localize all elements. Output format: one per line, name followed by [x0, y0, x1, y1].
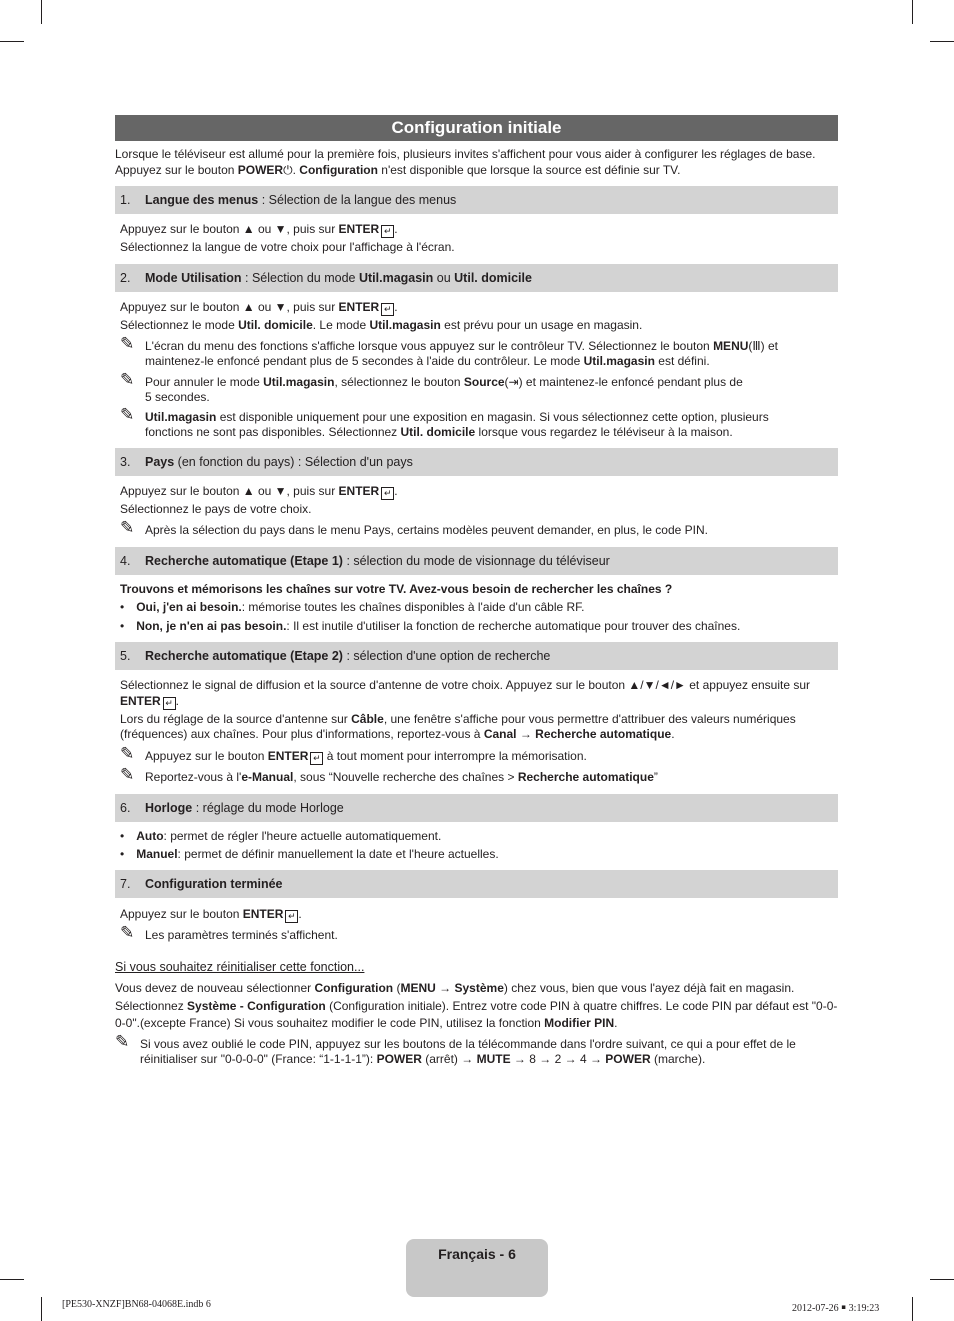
bold: Système - Configuration — [187, 999, 326, 1013]
text: ( — [393, 981, 401, 995]
text: Vous devez de nouveau sélectionner — [115, 981, 315, 995]
footer-timestamp: 2012-07-26 ￭ 3:19:23 — [792, 1303, 880, 1314]
bold: MUTE — [476, 1052, 511, 1066]
note-pencil-icon: ✎ — [120, 405, 135, 424]
power-label: POWER — [237, 163, 284, 177]
section-title-rest: : sélection du mode de visionnage du téléviseur — [342, 554, 610, 568]
bold: POWER — [376, 1052, 422, 1066]
note-line: Après la sélection du pays dans le menu Pays, certains modèles peuvent demander, en plus, le code PIN. — [145, 523, 708, 537]
note-line — [145, 425, 769, 440]
intro-line-1: Lorsque le téléviseur est allumé pour la première fois, plusieurs invites s'affichent pour vous aider à configurer les réglages de base. — [115, 147, 816, 161]
intro-text: n'est disponible que lorsque la source est définie sur TV. — [377, 163, 681, 177]
text: : permet de définir manuellement la date et l'heure actuelles. — [177, 847, 499, 861]
note-pencil-icon: ✎ — [120, 334, 135, 353]
note-pencil-icon: ✎ — [120, 744, 135, 763]
note-line: 5 secondes. — [145, 390, 210, 404]
text: fonctions ne sont pas disponibles. Sélectionnez — [145, 425, 401, 439]
section-header-4 — [115, 547, 838, 575]
note-s7-1 — [120, 923, 338, 943]
section-title-bold: Mode Utilisation — [145, 271, 242, 285]
section-number: 1. — [120, 193, 131, 207]
text: Sélectionnez le mode — [120, 318, 239, 332]
section-title — [145, 448, 413, 476]
crop-mark — [930, 41, 954, 42]
bold: Util.magasin — [145, 410, 217, 424]
bold: Canal — [483, 727, 517, 741]
intro-line-2 — [115, 163, 680, 178]
text: , sous “Nouvelle recherche des chaînes > — [293, 770, 518, 784]
bold: e-Manual — [241, 770, 294, 784]
section-title-rest: : Sélection de la langue des menus — [258, 193, 457, 207]
section-header-6 — [115, 794, 838, 822]
note-line — [145, 749, 587, 765]
reset-heading: Si vous souhaitez réinitialiser cette fonction... — [115, 960, 365, 974]
section-title-bold: Horloge — [145, 801, 193, 815]
text: . Le mode — [312, 318, 370, 332]
section-header-1 — [115, 186, 838, 214]
bold: Configuration — [314, 981, 394, 995]
text: (arrêt) → — [421, 1052, 477, 1066]
note-line — [145, 375, 743, 390]
reset-line-1 — [115, 981, 794, 996]
section-header-5 — [115, 642, 838, 670]
crop-mark — [912, 1297, 913, 1321]
s1-line-1 — [120, 222, 398, 238]
text: . — [671, 727, 675, 741]
crop-mark — [41, 0, 42, 24]
enter-label: ENTER — [267, 749, 309, 763]
s7-line-1: Appuyez sur le bouton ENTER ↵ . — [120, 907, 302, 921]
text: (⇥) et maintenez-le enfoncé pendant plus de — [504, 375, 743, 389]
note-line — [145, 339, 778, 354]
bold: Auto — [136, 829, 164, 843]
text: → 8 → 2 → 4 → — [510, 1052, 606, 1066]
text: Appuyez sur le bouton — [145, 749, 268, 763]
enter-label: ENTER — [338, 222, 380, 236]
section-header-2 — [115, 264, 838, 292]
list-item — [120, 619, 740, 634]
s5-line-2: ENTER ↵ . — [120, 694, 180, 708]
section-title-bold: Pays — [145, 455, 175, 469]
section-title — [145, 186, 456, 214]
note-line — [145, 354, 778, 369]
enter-label: ENTER — [242, 907, 284, 921]
text: → — [435, 981, 455, 995]
crop-mark — [930, 1279, 954, 1280]
reset-line-3 — [115, 1016, 618, 1031]
note-pencil-icon: ✎ — [115, 1032, 130, 1051]
text: . — [614, 1016, 618, 1030]
power-icon: ⏻ — [283, 163, 293, 177]
note-line — [145, 770, 658, 785]
text: Appuyez sur le bouton — [120, 907, 243, 921]
enter-icon: ↵ — [381, 303, 394, 316]
note-line — [140, 1052, 796, 1067]
note-s5-1 — [120, 744, 587, 765]
text: (marche). — [650, 1052, 706, 1066]
section-title-bold: Recherche automatique (Etape 2) — [145, 649, 343, 663]
note-pencil-icon: ✎ — [120, 923, 135, 942]
s2-line-2 — [120, 318, 642, 333]
crop-mark — [0, 41, 24, 42]
text: Reportez-vous à l' — [145, 770, 242, 784]
section-number: 2. — [120, 271, 131, 285]
section-title-bold: Util.magasin — [358, 271, 434, 285]
enter-icon: ↵ — [310, 752, 323, 765]
s3-line-1: Appuyez sur le bouton ▲ ou ▼, puis sur ENTER ↵ . — [120, 484, 398, 498]
s1-line-2: Sélectionnez la langue de votre choix pour l'affichage à l'écran. — [120, 240, 455, 254]
bold: MENU — [713, 339, 749, 353]
note-s3-1 — [120, 518, 708, 538]
note-line — [145, 410, 769, 425]
text: est disponible uniquement pour une exposition en magasin. Si vous sélectionnez cette option, plusieurs — [216, 410, 769, 424]
section-number: 5. — [120, 649, 131, 663]
text: lorsque vous regardez le téléviseur à la maison. — [475, 425, 733, 439]
section-title-bold: Langue des menus — [145, 193, 259, 207]
text: (Configuration initiale). Entrez votre code PIN à quatre chiffres. Le code PIN par défaut est "0-0- — [325, 999, 838, 1013]
intro-text: . — [292, 163, 300, 177]
bold: Util.magasin — [263, 375, 335, 389]
crop-mark — [41, 1297, 42, 1321]
note-line: Les paramètres terminés s'affichent. — [145, 928, 338, 942]
bullet-icon: • — [120, 847, 125, 861]
crop-mark — [0, 1279, 24, 1280]
text: : permet de régler l'heure actuelle automatiquement. — [163, 829, 442, 843]
text: : Il est inutile d'utiliser la fonction de recherche automatique pour trouver des chaînes. — [286, 619, 741, 633]
section-title-rest: : sélection d'une option de recherche — [342, 649, 551, 663]
bold: Util. domicile — [400, 425, 476, 439]
note-s2-3 — [120, 405, 769, 440]
section-title-bold: Configuration terminée — [145, 877, 283, 891]
bold: Non, je n'en ai pas besoin. — [136, 619, 287, 633]
text: à tout moment pour interrompre la mémorisation. — [323, 749, 587, 763]
section-title-rest: : Sélection du mode — [241, 271, 359, 285]
section-header-7 — [115, 870, 838, 898]
bold: Recherche automatique — [535, 727, 672, 741]
text: maintenez-le enfoncé pendant plus de 5 secondes à l'aide du contrôleur. Le mode — [145, 354, 584, 368]
section-title-rest: ou — [433, 271, 455, 285]
s4-question: Trouvons et mémorisons les chaînes sur votre TV. Avez-vous besoin de rechercher les chaînes ? — [120, 582, 673, 596]
bold: Util. domicile — [238, 318, 313, 332]
s2-line-1: Appuyez sur le bouton ▲ ou ▼, puis sur ENTER ↵ . — [120, 300, 398, 314]
text: → — [516, 727, 536, 741]
list-item — [120, 847, 499, 862]
text: Appuyez sur le bouton ▲ ou ▼, puis sur — [120, 484, 339, 498]
note-reset-1 — [115, 1032, 796, 1067]
text: 0-0".(excepte France) Si vous souhaitez modifier le code PIN, utilisez la fonction — [115, 1016, 545, 1030]
text: . — [394, 222, 398, 236]
section-title-bold: Recherche automatique (Etape 1) — [145, 554, 343, 568]
text: ” — [653, 770, 658, 784]
text: : mémorise toutes les chaînes disponibles à l'aide d'un câble RF. — [241, 600, 585, 614]
text: , une fenêtre s'affiche pour vous permettre d'attribuer des valeurs numériques — [383, 712, 796, 726]
page-number: Français - 6 — [438, 1246, 516, 1262]
section-title — [145, 264, 532, 292]
s5-line-1: Sélectionnez le signal de diffusion et la source d'antenne de votre choix. Appuyez sur le bouton ▲/▼/◄/► et appuyez ensuite sur — [120, 678, 810, 692]
note-s5-2 — [120, 765, 658, 785]
bullet-icon: • — [120, 619, 125, 633]
section-title — [145, 547, 610, 575]
bullet-icon: • — [120, 829, 125, 843]
note-pencil-icon: ✎ — [120, 765, 135, 784]
text: Sélectionnez — [115, 999, 188, 1013]
note-pencil-icon: ✎ — [120, 518, 135, 537]
text: Lors du réglage de la source d'antenne sur — [120, 712, 352, 726]
text: L'écran du menu des fonctions s'affiche lorsque vous appuyez sur le contrôleur TV. Sélectionnez le bouton — [145, 339, 714, 353]
reset-line-2 — [115, 999, 837, 1014]
enter-icon: ↵ — [285, 910, 298, 923]
bold: Util.magasin — [583, 354, 655, 368]
text: , sélectionnez le bouton — [334, 375, 464, 389]
section-title-bold: Util. domicile — [454, 271, 532, 285]
note-s2-1 — [120, 334, 779, 369]
crop-mark — [912, 0, 913, 24]
page-number-tab — [406, 1239, 548, 1297]
enter-icon: ↵ — [381, 487, 394, 500]
section-title-rest: (en fonction du pays) : Sélection d'un pays — [174, 455, 413, 469]
bold: Système — [454, 981, 504, 995]
bold: Modifier PIN — [544, 1016, 615, 1030]
enter-icon: ↵ — [163, 697, 176, 710]
text: (Ⅲ) et — [748, 339, 779, 353]
text: est défini. — [654, 354, 710, 368]
text: Appuyez sur le bouton ▲ ou ▼, puis sur — [120, 300, 339, 314]
enter-label: ENTER — [338, 300, 380, 314]
list-item — [120, 829, 441, 844]
note-pencil-icon: ✎ — [120, 370, 135, 389]
bold: Util.magasin — [369, 318, 441, 332]
s5-line-3 — [120, 712, 796, 727]
s3-line-2: Sélectionnez le pays de votre choix. — [120, 502, 312, 516]
bold: Manuel — [136, 847, 178, 861]
text: ) chez vous, bien que vous l'ayez déjà fait en magasin. — [503, 981, 795, 995]
section-title — [145, 642, 550, 670]
intro-text: Appuyez sur le bouton — [115, 163, 235, 177]
bold: POWER — [605, 1052, 651, 1066]
note-line: Si vous avez oublié le code PIN, appuyez sur les boutons de la télécommande dans l'ordre suivant, ce qui a pour effet de le — [140, 1037, 796, 1051]
text: est prévu pour un usage en magasin. — [440, 318, 643, 332]
section-number: 6. — [120, 801, 131, 815]
section-header-3 — [115, 448, 838, 476]
text: Pour annuler le mode — [145, 375, 264, 389]
configuration-label: Configuration — [299, 163, 378, 177]
s5-line-4 — [120, 727, 675, 742]
text: Appuyez sur le bouton ▲ ou ▼, puis sur — [120, 222, 339, 236]
bold: Recherche automatique — [517, 770, 654, 784]
note-s2-2 — [120, 370, 743, 405]
enter-icon: ↵ — [381, 225, 394, 238]
section-title — [145, 794, 344, 822]
bold: Source — [463, 375, 505, 389]
section-number: 3. — [120, 455, 131, 469]
page-title: Configuration initiale — [115, 115, 838, 141]
text: réinitialiser sur "0-0-0-0" (France: “1-1-1-1”): — [140, 1052, 377, 1066]
bold: Oui, j'en ai besoin. — [136, 600, 242, 614]
footer-file: [PE530-XNZF]BN68-04068E.indb 6 — [62, 1299, 211, 1310]
bold: Câble — [351, 712, 384, 726]
section-title — [145, 870, 283, 898]
section-number: 7. — [120, 877, 131, 891]
enter-label: ENTER — [120, 694, 161, 708]
section-title-rest: : réglage du mode Horloge — [192, 801, 344, 815]
enter-label: ENTER — [338, 484, 380, 498]
section-number: 4. — [120, 554, 131, 568]
bold: MENU — [400, 981, 436, 995]
text: (fréquences) aux chaînes. Pour plus d'informations, reportez-vous à — [120, 727, 484, 741]
list-item — [120, 600, 585, 615]
bullet-icon: • — [120, 600, 125, 614]
